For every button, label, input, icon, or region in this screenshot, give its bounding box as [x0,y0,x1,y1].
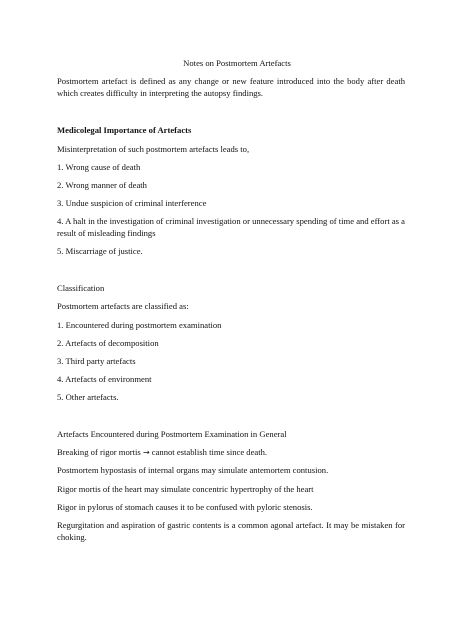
arrow-right-icon: → [142,448,150,457]
rigor-suffix: cannot establish time since death. [149,447,268,457]
general-heading: Artefacts Encountered during Postmortem Examination in General [57,429,287,439]
general-item: Rigor in pylorus of stomach causes it to be confused with pyloric stenosis. [57,502,313,512]
definition-paragraph: Postmortem artefact is defined as any change or new feature introduced into the body after death which creates difficulty in interpreting the autopsy findings. [57,76,405,98]
classification-heading: Classification [57,283,105,293]
medicolegal-item: 3. Undue suspicion of criminal interference [57,198,207,208]
medicolegal-item: 5. Miscarriage of justice. [57,246,143,256]
classification-item: 4. Artefacts of environment [57,374,152,384]
medicolegal-item: 4. A halt in the investigation of criminal investigation or unnecessary spending of time and effort as a result of misleading findings [57,216,405,238]
general-item: Postmortem hypostasis of internal organs may simulate antemortem contusion. [57,465,329,475]
medicolegal-intro: Misinterpretation of such postmortem artefacts leads to, [57,144,250,154]
medicolegal-item: 2. Wrong manner of death [57,180,147,190]
general-item: Rigor mortis of the heart may simulate concentric hypertrophy of the heart [57,484,314,494]
classification-item: 1. Encountered during postmortem examination [57,320,222,330]
rigor-prefix: Breaking of rigor mortis [57,447,141,457]
general-item: Regurgitation and aspiration of gastric contents is a common agonal artefact. It may be mistaken for choking. [57,520,405,542]
medicolegal-heading: Medicolegal Importance of Artefacts [57,125,192,135]
rigor-line [57,447,405,459]
classification-intro: Postmortem artefacts are classified as: [57,301,189,311]
medicolegal-item: 1. Wrong cause of death [57,162,141,172]
document-title: Notes on Postmortem Artefacts [183,58,291,68]
classification-item: 3. Third party artefacts [57,356,136,366]
classification-item: 2. Artefacts of decomposition [57,338,159,348]
classification-item: 5. Other artefacts. [57,392,119,402]
